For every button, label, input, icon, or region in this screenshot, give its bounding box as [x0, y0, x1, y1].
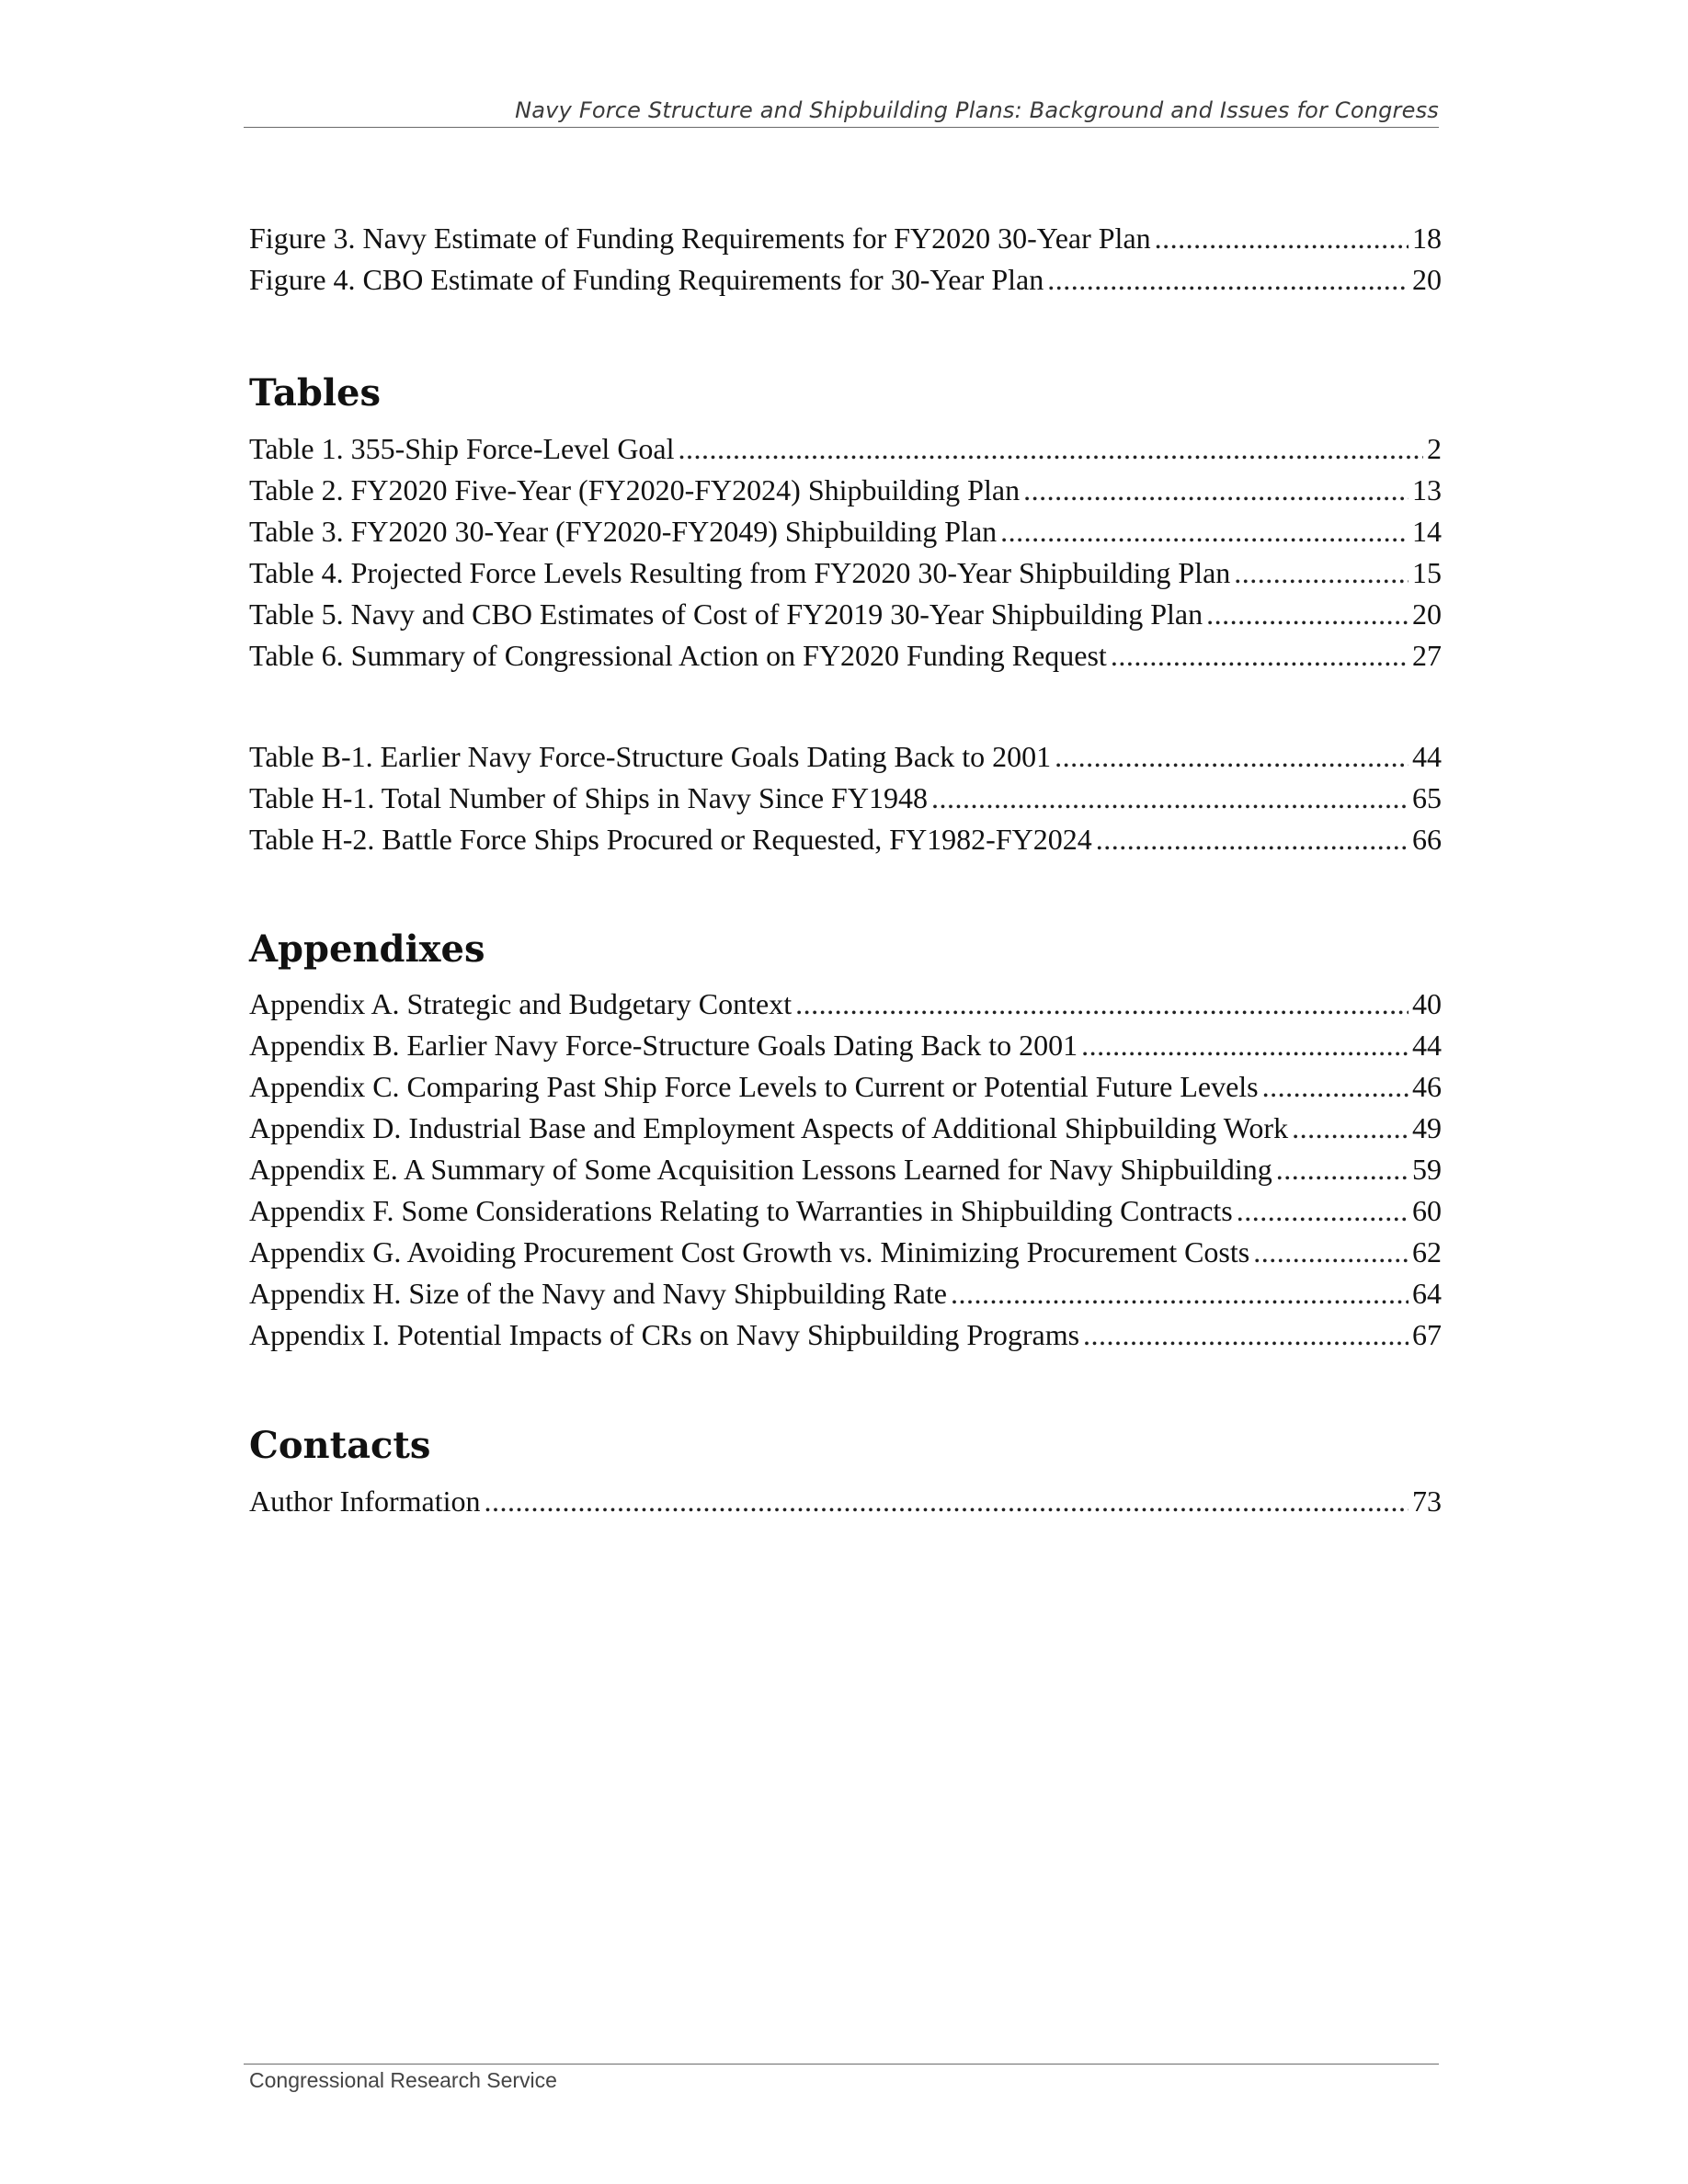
- dot-leader: [1111, 635, 1409, 677]
- toc-entry-label: Table H-1. Total Number of Ships in Navy Since FY1948: [249, 781, 928, 814]
- toc-entry-page: 20: [1412, 263, 1442, 296]
- toc-entry-label: Appendix H. Size of the Navy and Navy Shipbuilding Rate: [249, 1277, 947, 1310]
- toc-entry-label: Table B-1. Earlier Navy Force-Structure Goals Dating Back to 2001: [249, 740, 1052, 773]
- dot-leader: [1155, 218, 1409, 259]
- toc-entry-table-5[interactable]: [249, 594, 1442, 635]
- footer-rule: [244, 2064, 1439, 2065]
- toc-entry-table-h-1[interactable]: [249, 778, 1442, 819]
- dot-leader: [1055, 736, 1409, 778]
- toc-entry-page: 13: [1412, 473, 1442, 506]
- toc-entry-page: 27: [1412, 639, 1442, 672]
- toc-entry-label: Appendix C. Comparing Past Ship Force Levels to Current or Potential Future Levels: [249, 1070, 1259, 1103]
- toc-entry-page: 67: [1412, 1318, 1442, 1351]
- dot-leader: [1081, 1025, 1409, 1066]
- figures-list: [249, 218, 1442, 301]
- toc-entry-page: 2: [1427, 432, 1442, 465]
- toc-entry-label: Table 5. Navy and CBO Estimates of Cost of FY2019 30-Year Shipbuilding Plan: [249, 597, 1203, 631]
- appendixes-list: [249, 984, 1442, 1356]
- dot-leader: [1262, 1066, 1409, 1108]
- toc-entry-label: Table 2. FY2020 Five-Year (FY2020-FY2024) Shipbuilding Plan: [249, 473, 1021, 506]
- toc-entry-page: 73: [1412, 1484, 1442, 1518]
- toc-entry-appendix-f[interactable]: [249, 1190, 1442, 1232]
- toc-entry-page: 18: [1412, 222, 1442, 255]
- toc-entry-label: Table 6. Summary of Congressional Action on FY2020 Funding Request: [249, 639, 1107, 672]
- toc-entry-page: 44: [1412, 1029, 1442, 1062]
- dot-leader: [485, 1481, 1409, 1522]
- toc-entry-label: Appendix B. Earlier Navy Force-Structure Goals Dating Back to 2001: [249, 1029, 1078, 1062]
- toc-entry-label: Figure 3. Navy Estimate of Funding Requirements for FY2020 30-Year Plan: [249, 222, 1151, 255]
- toc-entry-label: Table 3. FY2020 30-Year (FY2020-FY2049) Shipbuilding Plan: [249, 515, 998, 548]
- appendixes-heading: Appendixes: [249, 927, 485, 971]
- toc-entry-table-b-1[interactable]: [249, 736, 1442, 778]
- dot-leader: [1292, 1108, 1409, 1149]
- toc-entry-page: 59: [1412, 1153, 1442, 1186]
- toc-entry-label: Appendix I. Potential Impacts of CRs on Navy Shipbuilding Programs: [249, 1318, 1080, 1351]
- toc-entry-label: Appendix F. Some Considerations Relating to Warranties in Shipbuilding Contracts: [249, 1194, 1233, 1227]
- toc-entry-table-6[interactable]: [249, 635, 1442, 677]
- contacts-list: [249, 1481, 1442, 1522]
- toc-entry-table-3[interactable]: [249, 511, 1442, 552]
- toc-entry-appendix-h[interactable]: [249, 1273, 1442, 1314]
- toc-entry-appendix-a[interactable]: [249, 984, 1442, 1025]
- toc-entry-page: 20: [1412, 597, 1442, 631]
- toc-entry-label: Figure 4. CBO Estimate of Funding Requirements for 30-Year Plan: [249, 263, 1044, 296]
- tables-heading: Tables: [249, 371, 381, 415]
- toc-entry-appendix-e[interactable]: [249, 1149, 1442, 1190]
- toc-entry-label: Table 1. 355-Ship Force-Level Goal: [249, 432, 675, 465]
- dot-leader: [1083, 1314, 1409, 1356]
- toc-entry-page: 49: [1412, 1111, 1442, 1144]
- header-rule: [244, 127, 1439, 128]
- toc-entry-page: 14: [1412, 515, 1442, 548]
- toc-entry-label: Table 4. Projected Force Levels Resulting from FY2020 30-Year Shipbuilding Plan: [249, 556, 1231, 589]
- toc-entry-label: Appendix E. A Summary of Some Acquisition Lessons Learned for Navy Shipbuilding: [249, 1153, 1272, 1186]
- dot-leader: [679, 428, 1423, 470]
- dot-leader: [931, 778, 1409, 819]
- toc-entry-figure-4[interactable]: [249, 259, 1442, 301]
- appendix-tables-list: [249, 736, 1442, 860]
- running-header: Navy Force Structure and Shipbuilding Plans: Background and Issues for Congress: [515, 97, 1439, 123]
- dot-leader: [1023, 470, 1409, 511]
- toc-entry-table-1[interactable]: [249, 428, 1442, 470]
- toc-entry-appendix-g[interactable]: [249, 1232, 1442, 1273]
- toc-entry-label: Appendix G. Avoiding Procurement Cost Growth vs. Minimizing Procurement Costs: [249, 1235, 1250, 1268]
- dot-leader: [1276, 1149, 1409, 1190]
- dot-leader: [1047, 259, 1409, 301]
- dot-leader: [1206, 594, 1409, 635]
- toc-entry-appendix-i[interactable]: [249, 1314, 1442, 1356]
- toc-entry-label: Author Information: [249, 1484, 481, 1518]
- dot-leader: [951, 1273, 1409, 1314]
- toc-entry-label: Table H-2. Battle Force Ships Procured or Requested, FY1982-FY2024: [249, 823, 1092, 856]
- dot-leader: [1253, 1232, 1409, 1273]
- toc-entry-page: 44: [1412, 740, 1442, 773]
- toc-entry-label: Appendix A. Strategic and Budgetary Context: [249, 987, 793, 1020]
- toc-entry-label: Appendix D. Industrial Base and Employment Aspects of Additional Shipbuilding Work: [249, 1111, 1289, 1144]
- toc-entry-page: 46: [1412, 1070, 1442, 1103]
- toc-entry-page: 62: [1412, 1235, 1442, 1268]
- dot-leader: [1000, 511, 1409, 552]
- toc-entry-page: 60: [1412, 1194, 1442, 1227]
- dot-leader: [795, 984, 1409, 1025]
- toc-entry-page: 65: [1412, 781, 1442, 814]
- dot-leader: [1237, 1190, 1409, 1232]
- toc-entry-author-information[interactable]: [249, 1481, 1442, 1522]
- tables-list: [249, 428, 1442, 677]
- toc-entry-table-h-2[interactable]: [249, 819, 1442, 860]
- toc-entry-page: 64: [1412, 1277, 1442, 1310]
- dot-leader: [1096, 819, 1409, 860]
- toc-entry-page: 15: [1412, 556, 1442, 589]
- toc-entry-figure-3[interactable]: [249, 218, 1442, 259]
- toc-entry-appendix-b[interactable]: [249, 1025, 1442, 1066]
- toc-entry-table-2[interactable]: [249, 470, 1442, 511]
- contacts-heading: Contacts: [249, 1424, 431, 1467]
- running-footer: Congressional Research Service: [249, 2068, 557, 2092]
- toc-entry-page: 66: [1412, 823, 1442, 856]
- toc-entry-table-4[interactable]: [249, 552, 1442, 594]
- toc-entry-page: 40: [1412, 987, 1442, 1020]
- toc-entry-appendix-d[interactable]: [249, 1108, 1442, 1149]
- dot-leader: [1234, 552, 1409, 594]
- toc-entry-appendix-c[interactable]: [249, 1066, 1442, 1108]
